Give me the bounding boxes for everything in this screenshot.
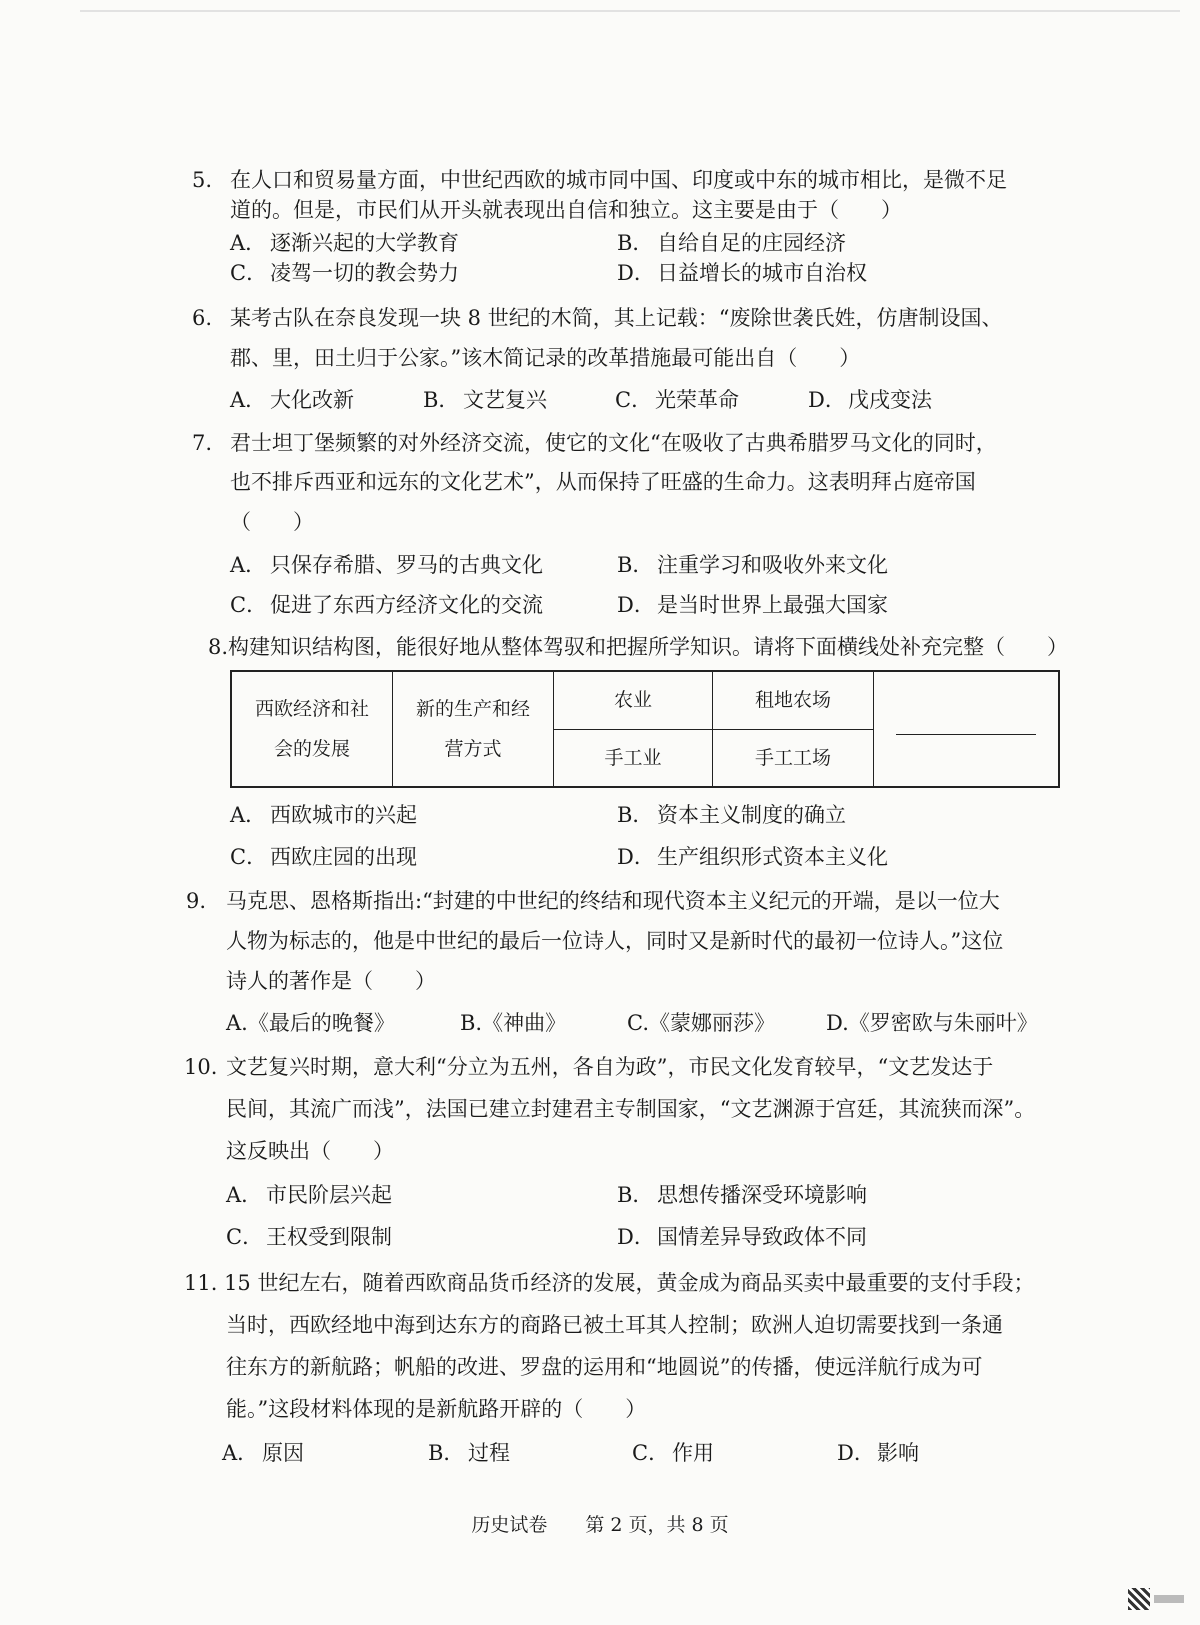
q5-option-b: B． 自给自足的庄园经济 (617, 231, 846, 255)
q11-option-b: B． 过程 (428, 1441, 510, 1465)
table-cell-handicraft: 手工业 (554, 729, 713, 787)
table-cell-blank (874, 671, 1060, 787)
table-cell-method: 新的生产和经营方式 (393, 671, 554, 787)
q10-option-b: B． 思想传播深受环境影响 (617, 1183, 867, 1207)
q9-option-b: B.《神曲》 (460, 1011, 567, 1035)
table-cell-workshop: 手工工场 (713, 729, 874, 787)
q7-stem-line1: 君士坦丁堡频繁的对外经济交流，使它的文化“在吸收了古典希腊罗马文化的同时， (230, 431, 997, 455)
q9-stem-line3: 诗人的著作是（ ） (226, 969, 436, 993)
q5-option-a: A． 逐渐兴起的大学教育 (230, 231, 459, 255)
q8-option-b: B． 资本主义制度的确立 (617, 803, 846, 827)
q10-option-c: C． 王权受到限制 (226, 1225, 392, 1249)
watermark-logo (1154, 1595, 1184, 1603)
q11-option-c: C． 作用 (632, 1441, 714, 1465)
q10-number: 10. (184, 1055, 218, 1079)
q8-option-d: D． 生产组织形式资本主义化 (617, 845, 888, 869)
q5-number: 5. (192, 168, 213, 192)
table-cell-agriculture: 农业 (554, 671, 713, 729)
q7-option-a: A． 只保存希腊、罗马的古典文化 (230, 553, 543, 577)
q11-stem-line1: 11. 15 世纪左右，随着西欧商品货币经济的发展，黄金成为商品买卖中最重要的支付手段； (184, 1271, 1035, 1295)
table-cell-topic: 西欧经济和社会的发展 (231, 671, 393, 787)
q11-stem-line4: 能。”这段材料体现的是新航路开辟的（ ） (226, 1397, 647, 1421)
q7-stem-line2: 也不排斥西亚和远东的文化艺术”，从而保持了旺盛的生命力。这表明拜占庭帝国 (230, 470, 976, 494)
q10-option-a: A． 市民阶层兴起 (226, 1183, 392, 1207)
knowledge-structure-table (230, 670, 1060, 788)
q6-stem-line1: 某考古队在奈良发现一块 8 世纪的木简，其上记载：“废除世袭氏姓，仿唐制设国、 (230, 306, 1003, 330)
q6-option-c: C． 光荣革命 (615, 388, 739, 412)
answer-blank-line (896, 733, 1036, 735)
table-cell-tenant-farm: 租地农场 (713, 671, 874, 729)
q7-stem-line3: （ ） (230, 510, 314, 534)
q9-stem-line2: 人物为标志的，他是中世纪的最后一位诗人，同时又是新时代的最初一位诗人。”这位 (226, 929, 1004, 953)
q8-option-c: C． 西欧庄园的出现 (230, 845, 417, 869)
q9-option-a: A.《最后的晚餐》 (226, 1011, 395, 1035)
q5-option-d: D． 日益增长的城市自治权 (617, 261, 867, 285)
q6-stem-line2: 郡、里，田土归于公家。”该木简记录的改革措施最可能出自（ ） (230, 346, 861, 370)
q7-number: 7. (192, 431, 213, 455)
q5-stem-line1: 在人口和贸易量方面，中世纪西欧的城市同中国、印度或中东的城市相比，是微不足 (230, 168, 1007, 192)
page-footer: 历史试卷 第 2 页，共 8 页 (471, 1514, 729, 1536)
q11-option-d: D． 影响 (837, 1441, 919, 1465)
q7-option-d: D． 是当时世界上最强大国家 (617, 593, 888, 617)
qr-code-icon (1128, 1588, 1150, 1610)
q9-stem-line1: 马克思、恩格斯指出:“封建的中世纪的终结和现代资本主义纪元的开端，是以一位大 (226, 889, 1000, 913)
q10-stem-line3: 这反映出（ ） (226, 1139, 394, 1163)
q6-option-b: B． 文艺复兴 (423, 388, 547, 412)
q11-option-a: A． 原因 (222, 1441, 304, 1465)
q5-stem-line2: 道的。但是，市民们从开头就表现出自信和独立。这主要是由于（ ） (230, 198, 902, 222)
q11-stem-line3: 往东方的新航路；帆船的改进、罗盘的运用和“地圆说”的传播，使远洋航行成为可 (226, 1355, 983, 1379)
q8-option-a: A． 西欧城市的兴起 (230, 803, 417, 827)
q11-stem-line2: 当时，西欧经地中海到达东方的商路已被土耳其人控制；欧洲人迫切需要找到一条通 (226, 1313, 1003, 1337)
q6-option-a: A． 大化改新 (230, 388, 354, 412)
q10-stem-line1: 文艺复兴时期，意大利“分立为五州，各自为政”，市民文化发育较早，“文艺发达于 (226, 1055, 994, 1079)
q7-option-b: B． 注重学习和吸收外来文化 (617, 553, 888, 577)
q7-option-c: C． 促进了东西方经济文化的交流 (230, 593, 543, 617)
q10-stem-line2: 民间，其流广而浅”，法国已建立封建君主专制国家，“文艺渊源于宫廷，其流狭而深”。 (226, 1097, 1036, 1121)
q10-option-d: D． 国情差异导致政体不同 (617, 1225, 867, 1249)
q9-option-c: C.《蒙娜丽莎》 (627, 1011, 775, 1035)
q8-stem-line1: 8.构建知识结构图，能很好地从整体驾驭和把握所学知识。请将下面横线处补充完整（ ） (208, 635, 1069, 659)
scan-edge-line (80, 10, 1180, 12)
q9-option-d: D.《罗密欧与朱丽叶》 (826, 1011, 1038, 1035)
q9-number: 9. (186, 889, 207, 913)
q6-option-d: D． 戊戌变法 (808, 388, 932, 412)
q5-option-c: C． 凌驾一切的教会势力 (230, 261, 459, 285)
q6-number: 6. (192, 306, 213, 330)
